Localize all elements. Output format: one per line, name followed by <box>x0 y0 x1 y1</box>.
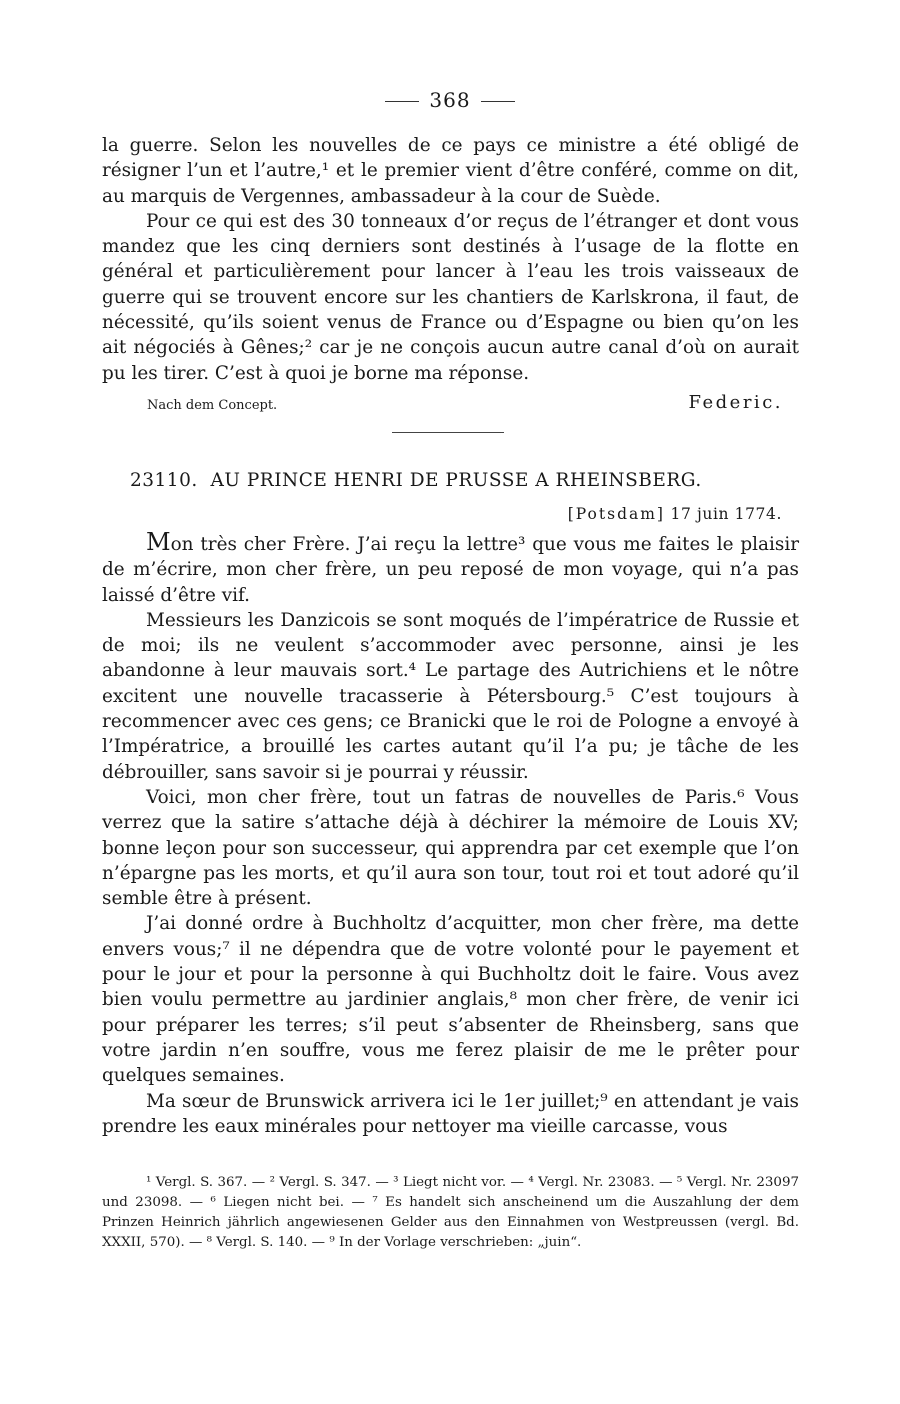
letter-closing <box>147 392 783 420</box>
letter-date: 17 juin 1774. <box>670 505 782 523</box>
source-note: Nach dem Concept. <box>147 398 278 413</box>
letter-paragraph: Messieurs les Danzicois se sont moqués de l’impératrice de Russie et de moi; ils ne veulent s’accommoder avec personne, ainsi je les abandonne à leur mauvais sort.⁴ Le partage des Autrichiens et le nôtre excitent une nouvelle tracasserie à Pétersbourg.⁵ C’est toujours à recommencer avec ces gens; ce Branicki que le roi de Pologne a envoyé à l’Impératrice, a brouillé les cartes autant qu’il l’a pu; je tâche de les débrouiller, sans savoir si je pourrai y réussir. <box>102 609 799 783</box>
footnotes: ¹ Vergl. S. 367. — ² Vergl. S. 347. — ³ Liegt nicht vor. — ⁴ Vergl. Nr. 23083. — ⁵ Vergl. Nr. 23097 und 23098. — ⁶ Liegen nicht bei. — ⁷ Es handelt sich anscheinend um die Auszahlung der dem Prinzen Heinrich jährlich angewiesenen Gelder aus den Einnahmen von Westpreussen (vergl. Bd. XXXII, 570). — ⁸ Vergl. S. 140. — ⁹ In der Vorlage verschrieben: „juin“. <box>102 1175 799 1250</box>
letter-paragraph: Voici, mon cher frère, tout un fatras de nouvelles de Paris.⁶ Vous verrez que la satire s’attache déjà à déchirer la mémoire de Louis XV; bonne leçon pour son successeur, qui apprendra par cet exemple que l’on n’épargne pas les morts, et qu’il aura son tour, tout roi et tout adoré qu’il semble être à présent. <box>102 786 799 910</box>
letter-number: 23110. <box>130 470 198 491</box>
letter-paragraph: J’ai donné ordre à Buchholtz d’acquitter, mon cher frère, ma dette envers vous;⁷ il ne dépendra que de votre volonté pour le payement et pour le jour et pour la personne à qui Buchholtz doit le faire. Vous avez bien voulu permettre au jardinier anglais,⁸ mon cher frère, de venir ici pour préparer les terres; s’il peut s’absenter de Rheinsberg, sans que votre jardin n’en souffre, vous me ferez plaisir de me le prêter pour quelques semaines. <box>102 913 799 1087</box>
letter-body <box>102 530 799 1139</box>
signature: Federic. <box>688 392 783 413</box>
letter-paragraph: Mon très cher Frère. J’ai reçu la lettre³ que vous me faites le plaisir de m’écrire, mon cher frère, un peu reposé de mon voyage, qui n’a pas laissé d’être vif. <box>102 528 799 606</box>
letter-heading <box>130 470 810 491</box>
continuation-paragraph: la guerre. Selon les nouvelles de ce pays ce ministre a été obligé de résigner l’un et l’autre,¹ et le premier vient d’être conféré, comme on dit, au marquis de Vergennes, ambassadeur à la cour de Suède. <box>102 135 799 207</box>
letter-place: [Potsdam] <box>567 505 665 523</box>
header-dash-left <box>385 101 419 102</box>
letter-paragraph: Ma sœur de Brunswick arrivera ici le 1er juillet;⁹ en attendant je vais prendre les eaux minérales pour nettoyer ma vieille carcasse, vous <box>102 1090 799 1137</box>
header-dash-right <box>481 101 515 102</box>
continuation-paragraph: Pour ce qui est des 30 tonneaux d’or reçus de l’étranger et dont vous mandez que les cinq derniers sont destinés à l’usage de la flotte en général et particulièrement pour lancer à l’eau les trois vaisseaux de guerre qui se trouvent encore sur les chantiers de Karlskrona, il faut, de nécessité, qu’ils soient venus de France ou d’Espagne ou bien qu’on les ait négociés à Gênes;² car je ne conçois aucun autre canal d’où on aurait pu les tirer. C’est à quoi je borne ma réponse. <box>102 210 799 384</box>
letter-dateline <box>568 505 782 523</box>
continuation-text <box>102 133 799 386</box>
section-divider <box>392 432 504 433</box>
page-header <box>0 88 900 112</box>
letter-title: AU PRINCE HENRI DE PRUSSE A RHEINSBERG. <box>210 470 702 491</box>
page-number: 368 <box>429 88 471 112</box>
